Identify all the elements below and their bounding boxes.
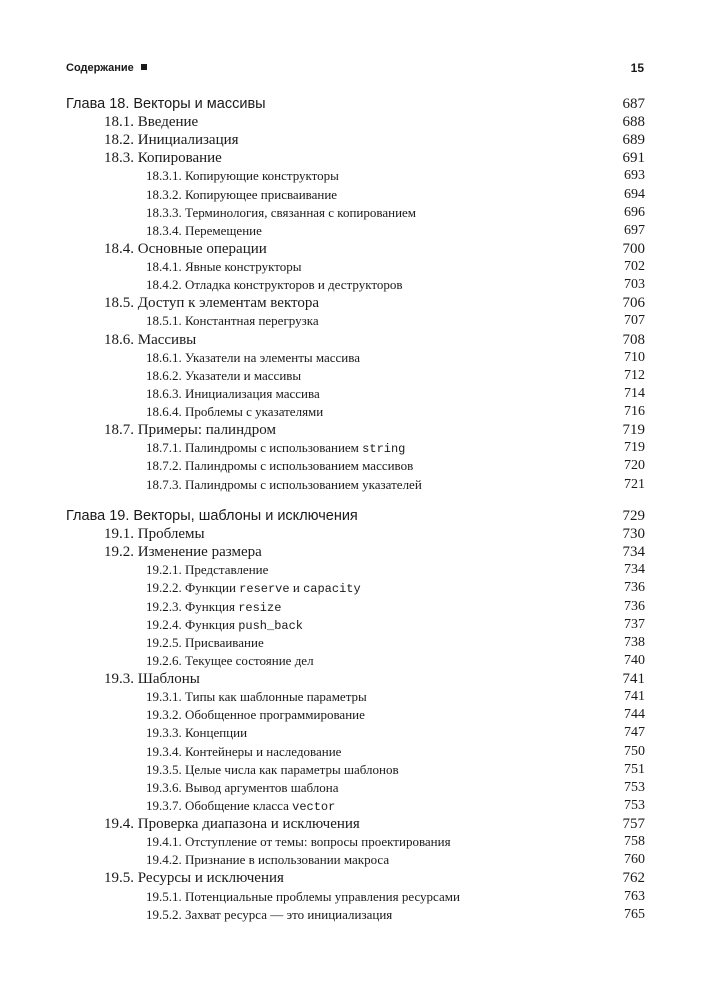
toc-entry-title [146, 653, 314, 669]
toc-entry-text: 19.2.1. Представление [146, 562, 269, 578]
toc-page-number: 760 [624, 852, 645, 868]
toc-page-number: 730 [622, 526, 645, 543]
toc-entry-text: 18.6.1. Указатели на элементы массива [146, 349, 361, 365]
toc-entry-title [146, 368, 301, 384]
toc-entry-text: 18.2. Инициализация [104, 132, 239, 149]
toc-entry-title [146, 599, 281, 615]
toc-page-number: 736 [624, 580, 645, 596]
toc-entry-text: 19.3.1. Типы как шаблонные параметры [146, 689, 367, 705]
toc-entry-text: 19.2. Изменение размера [104, 544, 262, 561]
toc-page-number: 688 [622, 114, 645, 131]
toc-entry-code: string [362, 442, 406, 457]
toc-entry-text: 18.7.1. Палиндромы с использованием [146, 440, 363, 456]
toc-subsection [146, 562, 645, 580]
toc-entry-title [146, 458, 413, 474]
toc-page-number: 765 [624, 906, 645, 922]
toc-entry-text: 19.2.2. Функции [146, 580, 240, 596]
toc-entry-text: Глава 19. Векторы, шаблоны и исключения [66, 508, 358, 524]
toc-subsection [146, 223, 645, 241]
toc-subsection [146, 187, 645, 205]
toc-page-number: 710 [624, 349, 645, 365]
toc-entry-title [104, 526, 205, 543]
toc-page-number: 738 [624, 634, 645, 650]
toc-section [104, 870, 645, 888]
toc-entry-text: 19.3.6. Вывод аргументов шаблона [146, 779, 339, 795]
toc-entry-text: 18.7. Примеры: палиндром [104, 422, 276, 439]
toc-entry-text: 18.4.2. Отладка конструкторов и деструкторов [146, 277, 403, 293]
toc-entry-title [146, 689, 367, 705]
toc-entry-title [146, 223, 262, 239]
toc-entry-title [104, 295, 319, 312]
toc-entry-title [146, 580, 361, 596]
toc-page-number: 700 [622, 240, 645, 257]
toc-entry-text: 19.2.5. Присваивание [146, 634, 264, 650]
toc-entry-title [146, 725, 247, 741]
toc-subsection [146, 744, 645, 762]
toc-page-number: 687 [622, 96, 645, 112]
toc-entry-text: и [289, 580, 304, 596]
toc-entry-text: 18.1. Введение [104, 114, 199, 131]
toc-section [104, 544, 645, 562]
toc-entry-title [104, 816, 360, 833]
toc-subsection [146, 313, 645, 331]
toc-subsection [146, 762, 645, 780]
toc-page-number: 753 [624, 779, 645, 795]
toc-section [104, 295, 645, 313]
toc-subsection [146, 477, 645, 495]
toc-entry-code: push_back [238, 618, 303, 633]
toc-entry-title [146, 562, 268, 578]
toc-page-number: 747 [624, 725, 645, 741]
toc-entry-title [66, 508, 358, 524]
toc-page-number: 719 [622, 422, 645, 439]
toc-entry-text: 18.3. Копирование [104, 150, 222, 167]
toc-subsection [146, 205, 645, 223]
toc-entry-text: 18.6.4. Проблемы с указателями [146, 404, 324, 420]
toc-page-number: 753 [624, 797, 645, 813]
toc-section [104, 332, 645, 350]
toc-entry-title [146, 168, 339, 184]
toc-subsection [146, 404, 645, 422]
toc-entry-text: 19.4. Проверка диапазона и исключения [104, 816, 360, 833]
toc-entry-title [146, 635, 264, 651]
toc-entry-title [146, 313, 319, 329]
toc-page-number: 694 [624, 186, 645, 202]
toc-entry-title [146, 617, 303, 633]
toc-page-number: 729 [622, 508, 645, 524]
toc-subsection [146, 277, 645, 295]
toc-entry-code: vector [292, 799, 336, 814]
toc-chapter [66, 508, 645, 526]
toc-section [104, 132, 645, 150]
toc-page-number: 762 [622, 870, 645, 887]
toc-entry-title [146, 404, 323, 420]
toc-subsection [146, 440, 645, 458]
toc-entry-title [146, 762, 399, 778]
toc-entry-title [104, 150, 222, 167]
toc-entry-title [146, 798, 335, 814]
toc-subsection [146, 635, 645, 653]
toc-page-number: 734 [624, 562, 645, 578]
toc-page-number: 741 [624, 689, 645, 705]
toc-page-number: 720 [624, 458, 645, 474]
toc-page-number: 740 [624, 652, 645, 668]
toc-entry-text: 19.4.1. Отступление от темы: вопросы проектирования [146, 834, 451, 850]
toc-entry-text: 18.7.3. Палиндромы с использованием указателей [146, 476, 422, 492]
toc-subsection [146, 852, 645, 870]
toc-subsection [146, 889, 645, 907]
toc-entry-text: 19.2.3. Функция [146, 598, 239, 614]
toc-entry-text: 19.5.2. Захват ресурса — это инициализация [146, 906, 393, 922]
toc-entry-text: 18.3.4. Перемещение [146, 222, 262, 238]
toc-entry-text: 19.5. Ресурсы и исключения [104, 870, 284, 887]
toc-entry-title [146, 744, 341, 760]
toc-entry-text: 19.2.4. Функция [146, 616, 239, 632]
toc-entry-text: 19.2.6. Текущее состояние дел [146, 652, 314, 668]
toc-entry-text: 19.3. Шаблоны [104, 671, 200, 688]
toc-entry-title [104, 132, 239, 149]
toc-entry-text: 19.3.4. Контейнеры и наследование [146, 743, 342, 759]
toc-entry-title [146, 477, 422, 493]
toc-subsection [146, 368, 645, 386]
toc-section [104, 114, 645, 132]
toc-subsection [146, 707, 645, 725]
toc-entry-text: 18.5. Доступ к элементам вектора [104, 295, 320, 312]
toc-entry-text: 18.3.1. Копирующие конструкторы [146, 168, 339, 184]
toc-entry-text: 18.6.3. Инициализация массива [146, 385, 320, 401]
toc-section [104, 671, 645, 689]
toc-subsection [146, 386, 645, 404]
toc-entry-title [146, 205, 416, 221]
toc-page-number: 758 [624, 834, 645, 850]
toc-entry-title [146, 707, 365, 723]
toc-page-number: 703 [624, 277, 645, 293]
toc-page-number: 763 [624, 888, 645, 904]
toc-subsection [146, 350, 645, 368]
toc-page-number: 757 [622, 816, 645, 833]
toc-entry-title [146, 386, 320, 402]
toc-page-number: 719 [624, 440, 645, 456]
toc-page-number: 744 [624, 707, 645, 723]
toc-entry-title [146, 852, 389, 868]
toc-page-number: 689 [622, 132, 645, 149]
toc-subsection [146, 798, 645, 816]
toc-entry-title [146, 834, 451, 850]
toc-subsection [146, 689, 645, 707]
toc-subsection [146, 653, 645, 671]
toc-section [104, 422, 645, 440]
toc-section [104, 241, 645, 259]
toc-subsection [146, 780, 645, 798]
toc-entry-code: capacity [303, 582, 361, 597]
toc-entry-text: 18.4. Основные операции [104, 240, 267, 257]
toc-page-number: 716 [624, 404, 645, 420]
toc-entry-code: resize [238, 600, 282, 615]
toc-page-number: 691 [622, 150, 645, 167]
toc-subsection [146, 580, 645, 598]
toc-page-number: 714 [624, 385, 645, 401]
toc-entry-title [146, 350, 360, 366]
toc-entry-title [104, 241, 267, 258]
toc-entry-text: 19.3.7. Обобщение класса [146, 797, 293, 813]
toc-entry-title [104, 114, 198, 131]
toc-entry-title [104, 870, 284, 887]
toc-entry-title [104, 544, 262, 561]
page-number: 15 [630, 61, 644, 75]
toc-entry-text: 18.5.1. Константная перегрузка [146, 313, 319, 329]
toc-entry-text: 18.3.2. Копирующее присваивание [146, 186, 338, 202]
toc-page-number: 741 [622, 671, 645, 688]
toc-page-number: 712 [624, 367, 645, 383]
toc-subsection [146, 259, 645, 277]
toc-page-number: 693 [624, 168, 645, 184]
toc-entry-title [146, 277, 403, 293]
toc-entry-code: reserve [239, 582, 290, 597]
toc-entry-text: 19.5.1. Потенциальные проблемы управления ресурсами [146, 888, 460, 904]
toc-subsection [146, 599, 645, 617]
toc-entry-title [146, 780, 339, 796]
toc-page-number: 750 [624, 743, 645, 759]
toc-section [104, 526, 645, 544]
toc-entry-text: 19.3.5. Целые числа как параметры шаблонов [146, 761, 399, 777]
toc-subsection [146, 617, 645, 635]
toc-entry-title [146, 907, 392, 923]
toc-page-number: 736 [624, 598, 645, 614]
toc-entry-text: 19.1. Проблемы [104, 526, 205, 543]
toc-entry-title [146, 259, 301, 275]
toc-subsection [146, 907, 645, 925]
toc-page-number: 702 [624, 259, 645, 275]
toc-page-number: 751 [624, 761, 645, 777]
toc-subsection [146, 168, 645, 186]
toc-entry-text: 18.7.2. Палиндромы с использованием массивов [146, 458, 414, 474]
toc-entry-title [104, 332, 196, 349]
toc-entry-title [146, 440, 405, 456]
toc-section [104, 150, 645, 168]
toc-entry-title [104, 671, 200, 688]
toc-page-number: 706 [622, 295, 645, 312]
running-head-title: Содержание [66, 62, 147, 74]
toc-entry-title [146, 889, 460, 905]
square-bullet-icon [141, 64, 147, 70]
toc-entry-text: 18.3.3. Терминология, связанная с копированием [146, 204, 417, 220]
toc-entry-text: 19.3.3. Концепции [146, 725, 248, 741]
toc-entry-text: 19.4.2. Признание в использовании макроса [146, 852, 390, 868]
toc-page-number: 721 [624, 476, 645, 492]
toc-chapter [66, 96, 645, 114]
toc-entry-text: 19.3.2. Обобщенное программирование [146, 707, 365, 723]
toc-entry-text: Глава 18. Векторы и массивы [66, 96, 266, 112]
toc-section [104, 816, 645, 834]
running-head [66, 60, 644, 78]
toc-subsection [146, 458, 645, 476]
toc-page-number: 697 [624, 222, 645, 238]
toc-entry-title [104, 422, 276, 439]
toc-page-number: 737 [624, 616, 645, 632]
toc-subsection [146, 725, 645, 743]
toc-entry-text: 18.4.1. Явные конструкторы [146, 259, 302, 275]
toc-entry-text: 18.6. Массивы [104, 331, 197, 348]
toc-page-number: 734 [622, 544, 645, 561]
toc-subsection [146, 834, 645, 852]
toc-page-number: 707 [624, 313, 645, 329]
toc-entry-text: 18.6.2. Указатели и массивы [146, 367, 302, 383]
toc-entry-title [66, 96, 266, 112]
toc-page-number: 708 [622, 331, 645, 348]
toc-entry-title [146, 187, 337, 203]
toc-page-number: 696 [624, 204, 645, 220]
